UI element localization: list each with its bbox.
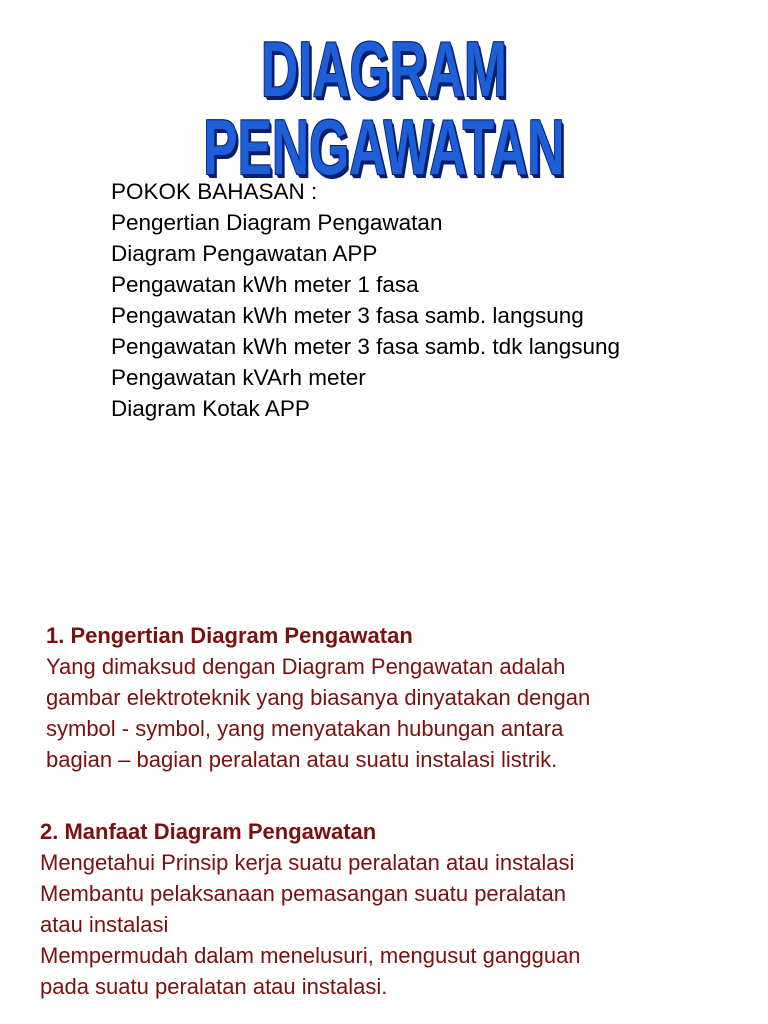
paragraph-line: Membantu pelaksanaan pemasangan suatu peralatan — [40, 881, 566, 906]
section-title: 1. Pengertian Diagram Pengawatan — [46, 623, 413, 648]
title-container — [0, 25, 768, 191]
list-item: Pengertian Diagram Pengawatan — [111, 210, 443, 235]
paragraph-line: atau instalasi — [40, 912, 169, 937]
paragraph-line: bagian – bagian peralatan atau suatu instalasi listrik. — [46, 747, 558, 772]
list-item: Pengawatan kWh meter 1 fasa — [111, 272, 419, 297]
section-title: 2. Manfaat Diagram Pengawatan — [40, 819, 377, 844]
paragraph-line: pada suatu peralatan atau instalasi. — [40, 974, 388, 999]
section-pengertian — [46, 620, 590, 775]
list-item: Pengawatan kWh meter 3 fasa samb. langsung — [111, 303, 584, 328]
section-manfaat — [40, 816, 581, 1002]
list-item: Pengawatan kVArh meter — [111, 365, 366, 390]
pokok-bahasan — [111, 176, 620, 424]
list-item: Pengawatan kWh meter 3 fasa samb. tdk langsung — [111, 334, 621, 359]
paragraph-line: symbol - symbol, yang menyatakan hubungan antara — [46, 716, 564, 741]
list-item: Diagram Pengawatan APP — [111, 241, 378, 266]
paragraph-line: Yang dimaksud dengan Diagram Pengawatan adalah — [46, 654, 566, 679]
list-item: Diagram Kotak APP — [111, 396, 310, 421]
paragraph-line: Mempermudah dalam menelusuri, mengusut gangguan — [40, 943, 581, 968]
paragraph-line: gambar elektroteknik yang biasanya dinyatakan dengan — [46, 685, 591, 710]
page-title: DIAGRAM PENGAWATAN — [131, 30, 638, 186]
paragraph-line: Mengetahui Prinsip kerja suatu peralatan atau instalasi — [40, 850, 575, 875]
pokok-bahasan-heading: POKOK BAHASAN : — [111, 179, 318, 204]
